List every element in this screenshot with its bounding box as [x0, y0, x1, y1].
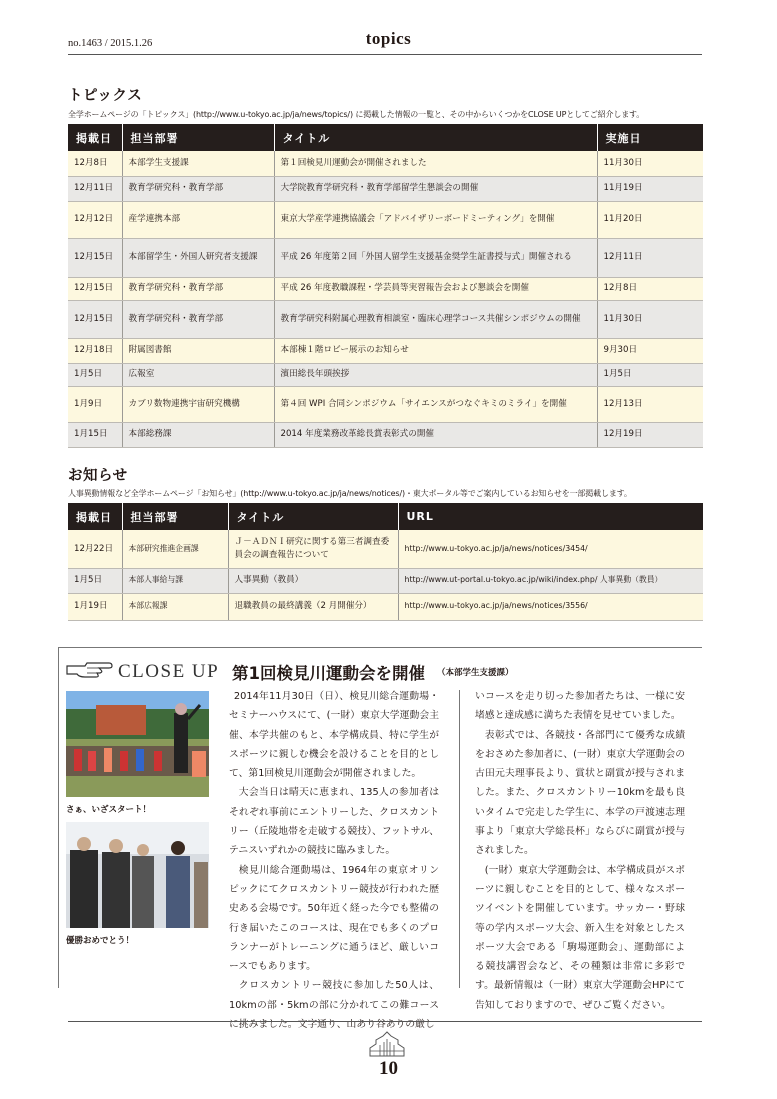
page-number: 10 [379, 1058, 398, 1079]
topics-cell-event-date: 11月19日 [597, 176, 703, 201]
topics-cell-event-date: 12月19日 [597, 422, 703, 447]
topics-table [68, 124, 703, 448]
topics-table-row [68, 277, 703, 300]
topics-table-row [68, 238, 703, 277]
topics-table-row [68, 338, 703, 363]
topics-header-title: タイトル [274, 124, 597, 151]
notices-table-row [68, 568, 703, 593]
topics-cell-event-date: 12月13日 [597, 386, 703, 422]
topics-cell-date: 1月5日 [68, 363, 122, 386]
column-divider [459, 690, 460, 988]
article-column-2 [475, 687, 685, 1015]
topics-cell-title: 2014 年度業務改革総長賞表彰式の開催 [274, 422, 597, 447]
notices-title: お知らせ [68, 468, 128, 484]
topics-cell-date: 1月15日 [68, 422, 122, 447]
topics-table-row [68, 386, 703, 422]
topics-cell-date: 1月9日 [68, 386, 122, 422]
topics-cell-event-date: 11月30日 [597, 300, 703, 338]
topics-table-row [68, 151, 703, 176]
topics-cell-department: 附属図書館 [122, 338, 274, 363]
topics-cell-title: 教育学研究科附属心理教育相談室・臨床心理学コース共催シンポジウムの開催 [274, 300, 597, 338]
topics-header-date: 掲載日 [68, 124, 122, 151]
topics-table-row [68, 201, 703, 238]
topics-header-event-date: 実施日 [597, 124, 703, 151]
notices-cell-url[interactable]: http://www.ut-portal.u-tokyo.ac.jp/wiki/index.php/ 人事異動（教員） [398, 568, 703, 593]
topics-cell-date: 12月12日 [68, 201, 122, 238]
topics-cell-date: 12月18日 [68, 338, 122, 363]
topics-cell-department: 産学連携本部 [122, 201, 274, 238]
topics-cell-date: 12月11日 [68, 176, 122, 201]
topics-cell-department: カブリ数物連携宇宙研究機構 [122, 386, 274, 422]
notices-header-url: URL [398, 503, 703, 530]
topics-description: 全学ホームページの「トピックス」(http://www.u-tokyo.ac.jp/ja/news/topics/) に掲載した情報の一覧と、その中からいくつかをCLOSE UPとしてご紹介します。 [68, 110, 645, 119]
section-heading: topics [365, 29, 412, 48]
notices-header-title: タイトル [228, 503, 398, 530]
yasuda-auditorium-icon [368, 1031, 406, 1057]
topics-header-department: 担当部署 [122, 124, 274, 151]
notices-cell-date: 1月5日 [68, 568, 122, 593]
issue-info: no.1463 / 2015.1.26 [68, 38, 153, 49]
notices-cell-title: Ｊ－ＡＤＮＩ研究に関する第三者調査委員会の調査報告について [228, 530, 398, 568]
topics-cell-department: 本部留学生・外国人研究者支援課 [122, 238, 274, 277]
topics-cell-title: 東京大学産学連携協議会「アドバイザリーボードミーティング」を開催 [274, 201, 597, 238]
article-paragraph: 検見川総合運動場は、1964年の東京オリンピックにてクロスカントリー競技が行われた歴史ある会場です。50年近く経った今でも整備の行き届いたこのコースは、現在でも多くのプロランナーがトレーニングに通うほど、厳しいコースでもあります。 [229, 864, 439, 973]
topics-cell-department: 教育学研究科・教育学部 [122, 277, 274, 300]
article-paragraph: 表彰式では、各競技・各部門にて優秀な成績をおさめた参加者に、(一財）東京大学運動会の古田元夫理事長より、賞状と副賞が授与されました。また、クロスカントリー10kmを最も良いタイムで完走した学生に、本学の戸渡速志理事より「東京大学総長杯」ならびに副賞が授与されました。 [475, 729, 685, 857]
notices-cell-date: 12月22日 [68, 530, 122, 568]
topics-cell-date: 12月15日 [68, 238, 122, 277]
topics-cell-department: 教育学研究科・教育学部 [122, 300, 274, 338]
topics-cell-title: 本部棟１階ロビー展示のお知らせ [274, 338, 597, 363]
notices-header-date: 掲載日 [68, 503, 122, 530]
topics-table-row [68, 176, 703, 201]
topics-table-row [68, 300, 703, 338]
article-paragraph: 大会当日は晴天に恵まれ、135人の参加者はそれぞれ事前にエントリーした、クロスカントリー（丘陵地帯を走破する競技）、フットサル、テニスいずれかの競技に臨みました。 [229, 787, 439, 857]
notices-table-row [68, 530, 703, 568]
topics-cell-title: 第１回検見川運動会が開催されました [274, 151, 597, 176]
topics-table-row [68, 363, 703, 386]
article-paragraph: (一財）東京大学運動会は、本学構成員がスポーツに親しむことを目的として、様々なスポーツイベントを開催しています。サッカー・野球等の学内スポーツ大会、新入生を対象としたスポーツ大会である「駒場運動会」、運動部による競技講習会など、その種類は非常に多彩です。最新情報は（一財）東京大学運動会HPにて告知しておりますので、ぜひご覧ください。 [475, 864, 685, 1011]
topics-cell-event-date: 9月30日 [597, 338, 703, 363]
topics-cell-event-date: 1月5日 [597, 363, 703, 386]
topics-cell-event-date: 12月11日 [597, 238, 703, 277]
topics-cell-department: 本部総務課 [122, 422, 274, 447]
footer-rule [68, 1021, 702, 1022]
article-paragraph: いコースを走り切った参加者たちは、一様に安堵感と達成感に満ちた表情を見せていました。 [475, 691, 685, 722]
notices-table-row [68, 593, 703, 620]
topics-cell-title: 平成 26 年度教職課程・学芸員等実習報告会および懇談会を開催 [274, 277, 597, 300]
notices-header-department: 担当部署 [122, 503, 228, 530]
closeup-title: 第1回検見川運動会を開催 [232, 664, 425, 683]
notices-table [68, 503, 703, 621]
topics-cell-department: 広報室 [122, 363, 274, 386]
topics-title: トピックス [68, 88, 143, 104]
notices-cell-department: 本部研究推進企画課 [122, 530, 228, 568]
topics-cell-title: 大学院教育学研究科・教育学部留学生懇談会の開催 [274, 176, 597, 201]
topics-table-row [68, 422, 703, 447]
photo-caption-award: 優勝おめでとう！ [66, 936, 135, 946]
award-photo [66, 822, 209, 928]
closeup-department: （本部学生支援課） [437, 668, 514, 678]
article-paragraph: クロスカントリー競技に参加した50人は、10kmの部・5kmの部に分かれてこの難コースに挑みました。文字通り、山あり谷ありの厳し [229, 980, 439, 1031]
pointing-hand-icon [65, 660, 113, 680]
header-rule [68, 54, 702, 55]
topics-cell-event-date: 12月8日 [597, 277, 703, 300]
notices-description: 人事異動情報など全学ホームページ「お知らせ」(http://www.u-tokyo.ac.jp/ja/news/notices/)・東大ポータル等でご案内しているお知らせを一部掲載します。 [68, 489, 632, 498]
closeup-label: CLOSE UP [118, 661, 220, 682]
notices-cell-url[interactable]: http://www.u-tokyo.ac.jp/ja/news/notices/3454/ [398, 530, 703, 568]
notices-cell-title: 人事異動（教員） [228, 568, 398, 593]
topics-cell-date: 12月15日 [68, 277, 122, 300]
topics-cell-title: 第４回 WPI 合同シンポジウム「サイエンスがつなぐキミのミライ」を開催 [274, 386, 597, 422]
topics-cell-department: 本部学生支援課 [122, 151, 274, 176]
topics-cell-date: 12月8日 [68, 151, 122, 176]
topics-cell-title: 濱田総長年頭挨拶 [274, 363, 597, 386]
notices-cell-department: 本部広報課 [122, 593, 228, 620]
article-column-1 [229, 687, 439, 1034]
topics-cell-event-date: 11月30日 [597, 151, 703, 176]
notices-cell-date: 1月19日 [68, 593, 122, 620]
notices-cell-title: 退職教員の最終講義（2 月開催分） [228, 593, 398, 620]
topics-cell-event-date: 11月20日 [597, 201, 703, 238]
article-paragraph: 2014年11月30日（日）、検見川総合運動場・セミナーハウスにて、(一財）東京大学運動会主催、本学共催のもと、本学構成員、特に学生がスポーツに親しむ機会を設けることを目的として、第1回検見川運動会が開催されました。 [229, 691, 439, 780]
notices-cell-department: 本部人事給与課 [122, 568, 228, 593]
topics-cell-date: 12月15日 [68, 300, 122, 338]
notices-cell-url[interactable]: http://www.u-tokyo.ac.jp/ja/news/notices/3556/ [398, 593, 703, 620]
topics-cell-title: 平成 26 年度第２回「外国人留学生支援基金奨学生証書授与式」開催される [274, 238, 597, 277]
topics-cell-department: 教育学研究科・教育学部 [122, 176, 274, 201]
race-start-photo [66, 691, 209, 797]
photo-caption-start: さぁ、いざスタート！ [66, 805, 152, 815]
